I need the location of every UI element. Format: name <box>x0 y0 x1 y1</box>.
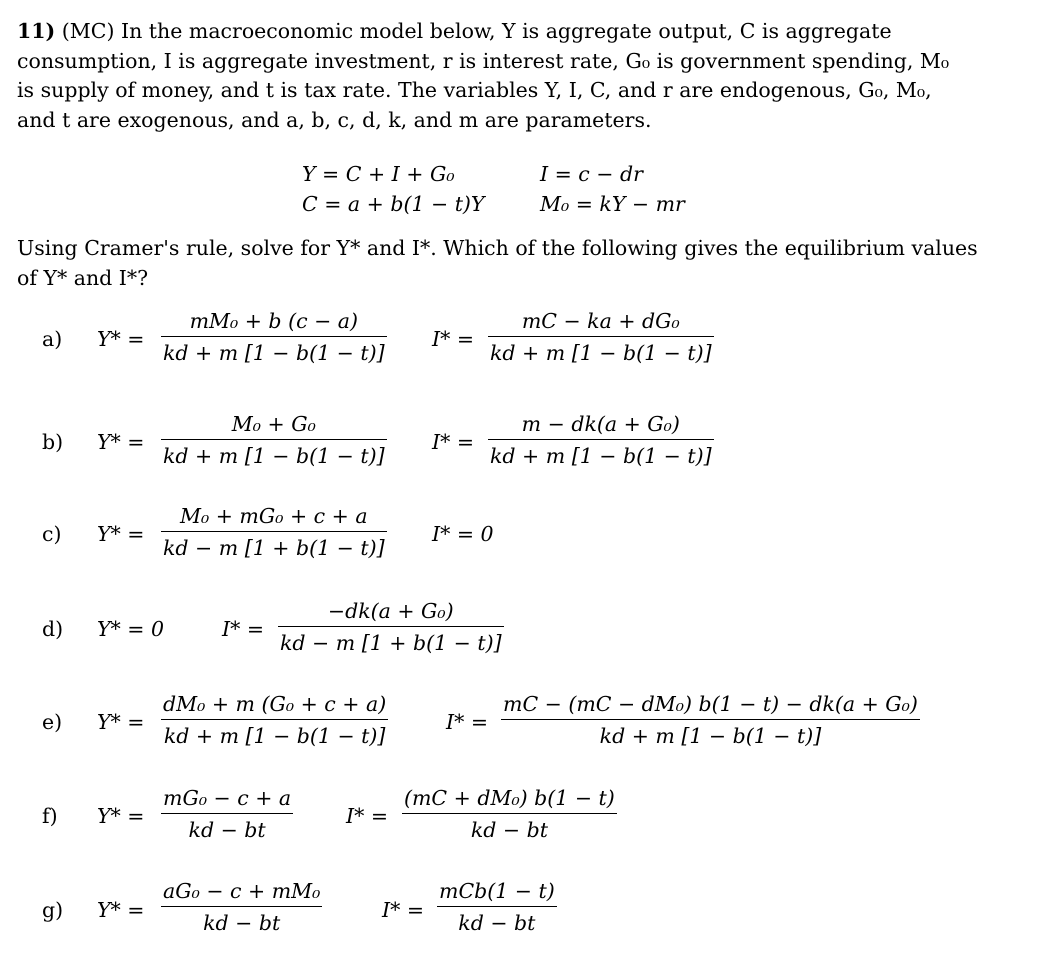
option-c-i-value: I* = 0 <box>432 522 494 546</box>
option-e-i-denominator: kd + m [1 − b(1 − t)] <box>599 724 822 748</box>
option-f-label[interactable]: f) <box>42 804 58 828</box>
model-eq-consumption: C = a + b(1 − t)Y <box>302 192 485 216</box>
option-b-y-fraction <box>161 412 387 468</box>
question-prompt <box>17 234 992 293</box>
model-eq-output: Y = C + I + G₀ <box>302 162 455 186</box>
intro-line-3: is supply of money, and t is tax rate. The variables Y, I, C, and r are endogenous, G₀, M₀, <box>17 78 932 103</box>
model-eq-money: M₀ = kY − mr <box>540 192 685 216</box>
option-g-i-numerator: mCb(1 − t) <box>439 879 555 903</box>
option-e-y-denominator: kd + m [1 − b(1 − t)] <box>163 724 386 748</box>
option-a-y-lhs: Y* = <box>97 327 145 351</box>
option-c-y-fraction <box>161 504 387 560</box>
option-e-i-numerator: mC − (mC − dM₀) b(1 − t) − dk(a + G₀) <box>503 692 918 716</box>
option-e-y-numerator: dM₀ + m (G₀ + c + a) <box>163 692 387 716</box>
option-b-i-denominator: kd + m [1 − b(1 − t)] <box>490 444 712 468</box>
option-b-i-fraction <box>488 412 714 468</box>
question-number: 11) <box>17 19 56 43</box>
option-b-i-lhs: I* = <box>432 430 475 454</box>
option-f-y-fraction <box>161 786 293 842</box>
option-g-i-denominator: kd − bt <box>458 911 536 935</box>
option-b-y-numerator: M₀ + G₀ <box>231 412 316 436</box>
prompt-line-1: Using Cramer's rule, solve for Y* and I*. Which of the following gives the equilibrium values <box>17 236 978 260</box>
option-g-y-denominator: kd − bt <box>203 911 281 935</box>
option-g-y-fraction <box>161 879 322 935</box>
option-g-i-fraction <box>437 879 557 935</box>
option-g-i-lhs: I* = <box>382 898 425 922</box>
option-b-label[interactable]: b) <box>42 430 64 454</box>
question-intro <box>17 17 992 135</box>
option-d-i-lhs: I* = <box>222 617 265 641</box>
intro-text-1: In the macroeconomic model below, Y is aggregate output, C is aggregate <box>120 19 892 43</box>
option-f-i-fraction <box>402 786 617 842</box>
option-a-i-fraction <box>488 309 714 365</box>
option-f-i-lhs: I* = <box>346 804 389 828</box>
option-a-i-lhs: I* = <box>432 327 475 351</box>
option-c-label[interactable]: c) <box>42 522 62 546</box>
option-c-y-numerator: M₀ + mG₀ + c + a <box>180 504 368 528</box>
option-b-y-lhs: Y* = <box>97 430 145 454</box>
question-tag: (MC) <box>61 19 115 43</box>
option-f-i-denominator: kd − bt <box>470 818 548 842</box>
option-e-y-lhs: Y* = <box>97 710 145 734</box>
option-d-i-numerator: −dk(a + G₀) <box>327 599 454 623</box>
intro-line-2: consumption, I is aggregate investment, r is interest rate, G₀ is government spending, M₀ <box>17 48 950 73</box>
option-d-i-fraction <box>278 599 504 655</box>
option-c-y-denominator: kd − m [1 + b(1 − t)] <box>163 536 385 560</box>
option-g-y-lhs: Y* = <box>97 898 145 922</box>
option-b-i-numerator: m − dk(a + G₀) <box>521 412 680 436</box>
option-d-y-value: Y* = 0 <box>97 617 165 641</box>
option-e-y-fraction <box>161 692 388 748</box>
option-f-y-numerator: mG₀ − c + a <box>163 786 292 810</box>
option-a-i-numerator: mC − ka + dG₀ <box>521 309 680 333</box>
option-d-i-denominator: kd − m [1 + b(1 − t)] <box>280 631 502 655</box>
option-a-i-denominator: kd + m [1 − b(1 − t)] <box>490 341 712 365</box>
prompt-line-2: of Y* and I*? <box>17 265 149 290</box>
intro-line-4: and t are exogenous, and a, b, c, d, k, and m are parameters. <box>17 107 652 132</box>
option-e-label[interactable]: e) <box>42 710 63 734</box>
option-a-y-denominator: kd + m [1 − b(1 − t)] <box>163 341 385 365</box>
intro-line-1 <box>17 17 992 47</box>
option-f-i-numerator: (mC + dM₀) b(1 − t) <box>404 786 615 810</box>
option-g-y-numerator: aG₀ − c + mM₀ <box>163 879 321 903</box>
option-c-y-lhs: Y* = <box>97 522 145 546</box>
option-f-y-denominator: kd − bt <box>188 818 266 842</box>
option-a-y-numerator: mM₀ + b (c − a) <box>189 309 358 333</box>
option-g-label[interactable]: g) <box>42 898 64 922</box>
option-b-y-denominator: kd + m [1 − b(1 − t)] <box>163 444 385 468</box>
option-a-label[interactable]: a) <box>42 327 63 351</box>
option-f-y-lhs: Y* = <box>97 804 145 828</box>
option-a-y-fraction <box>161 309 387 365</box>
option-e-i-lhs: I* = <box>446 710 489 734</box>
option-d-label[interactable]: d) <box>42 617 64 641</box>
option-e-i-fraction <box>501 692 920 748</box>
model-eq-investment: I = c − dr <box>540 162 643 186</box>
